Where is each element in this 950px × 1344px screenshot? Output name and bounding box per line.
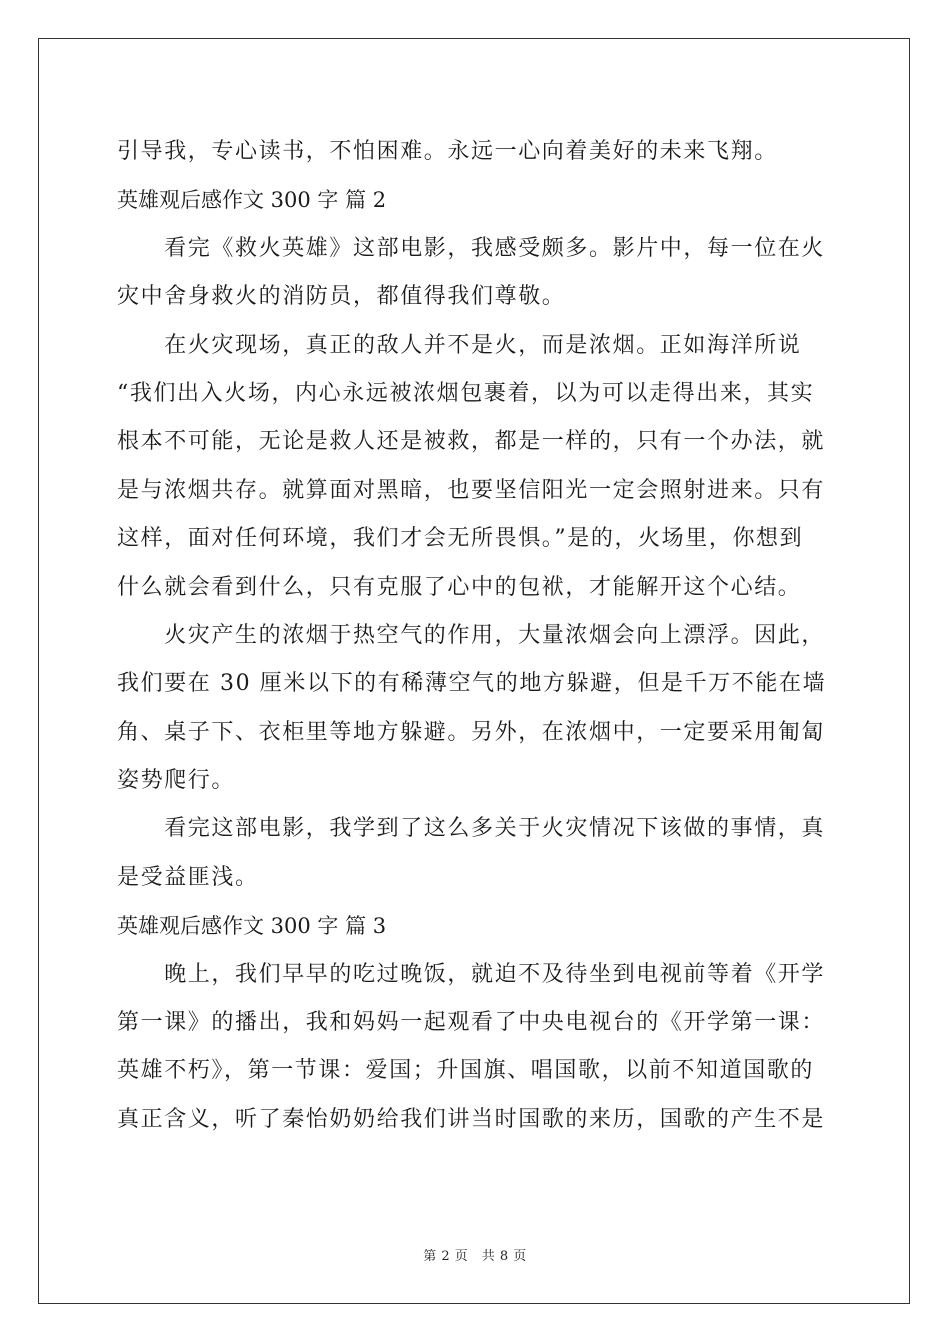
document-body bbox=[117, 128, 833, 1144]
text-line: 什么就会看到什么，只有克服了心中的包袱，才能解开这个心结。 bbox=[117, 574, 802, 600]
text-line: 在火灾现场，真正的敌人并不是火，而是浓烟。正如海洋所说 bbox=[117, 332, 802, 358]
section-heading: 英雄观后感作文 300 字 篇 2 bbox=[117, 188, 387, 213]
section-heading: 英雄观后感作文 300 字 篇 3 bbox=[117, 914, 387, 939]
text-line: 是受益匪浅。 bbox=[117, 864, 259, 890]
text-line: 这样，面对任何环境，我们才会无所畏惧。”是的，火场里，你想到 bbox=[117, 526, 804, 552]
text-line: 看完《救火英雄》这部电影，我感受颇多。影片中，每一位在火 bbox=[117, 235, 826, 261]
text-line: 看完这部电影，我学到了这么多关于火灾情况下该做的事情，真 bbox=[117, 816, 826, 842]
text-line: “我们出入火场，内心永远被浓烟包裹着，以为可以走得出来，其实 bbox=[117, 380, 815, 406]
page-number: 第 2 页 共 8 页 bbox=[423, 1249, 527, 1264]
text-line: 真正含义，听了秦怡奶奶给我们讲当时国歌的来历，国歌的产生不是 bbox=[117, 1106, 826, 1132]
text-line: 姿势爬行。 bbox=[117, 768, 236, 794]
text-line: 英雄不朽》，第一节课：爱国；升国旗、唱国歌，以前不知道国歌的 bbox=[117, 1058, 815, 1084]
text-line: 根本不可能，无论是救人还是被救，都是一样的，只有一个办法，就 bbox=[117, 429, 826, 455]
text-line: 灾中舍身救火的消防员，都值得我们尊敬。 bbox=[117, 284, 566, 310]
text-line: 我们要在 30 厘米以下的有稀薄空气的地方躲避，但是千万不能在墙 bbox=[117, 671, 827, 697]
text-line: 角、桌子下、衣柜里等地方躲避。另外，在浓烟中，一定要采用匍匐 bbox=[117, 719, 826, 745]
text-line: 是与浓烟共存。就算面对黑暗，也要坚信阳光一定会照射进来。只有 bbox=[117, 477, 826, 503]
text-line: 火灾产生的浓烟于热空气的作用，大量浓烟会向上漂浮。因此， bbox=[117, 622, 826, 648]
text-line: 引导我，专心读书，不怕困难。永远一心向着美好的未来飞翔。 bbox=[117, 139, 778, 164]
text-line: 晚上，我们早早的吃过晚饭，就迫不及待坐到电视前等着《开学 bbox=[117, 961, 826, 987]
text-line: 第一课》的播出，我和妈妈一起观看了中央电视台的《开学第一课： bbox=[117, 1010, 826, 1036]
